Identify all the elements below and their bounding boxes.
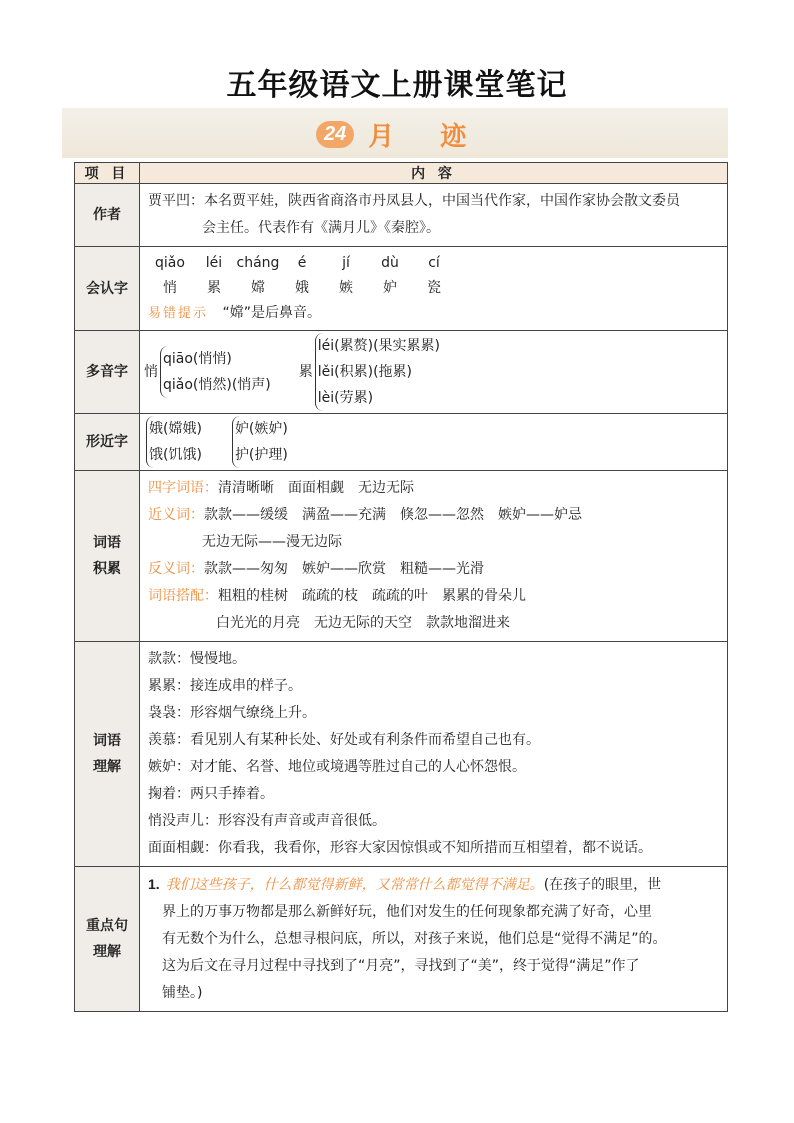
meaning-item: 面面相觑：你看我，我看你，形容大家因惊惧或不知所措而互相望着，都不说话。 [148,840,652,856]
hint-label: 易错提示 [148,306,209,321]
label-line: 理解 [93,944,121,960]
char: 娥 [295,280,309,296]
polyphone-char: 悄 [144,364,158,380]
author-line: 会主任。代表作有《满月儿》《秦腔》。 [202,220,440,236]
meaning-item: 袅袅：形容烟气缭绕上升。 [148,705,316,721]
meaning-item: 嫉妒：对才能、名誉、地位或境遇等胜过自己的人心怀怨恨。 [148,759,526,775]
brace-icon [232,416,288,468]
label-meaning [75,642,140,867]
brace-icon [315,333,440,411]
content-recognize [140,247,728,331]
row-recognize [75,247,728,331]
row-sentence [75,867,728,1012]
meaning-item: 款款：慢慢地。 [148,651,246,667]
row-vocab [75,471,728,642]
similar-char: 妒(嫉妒) [234,421,288,437]
label-author: 作者 [75,184,140,247]
polyphone-char: 累 [298,364,313,380]
label-line: 积累 [93,561,121,577]
content-meaning [140,642,728,867]
brace-icon [160,346,271,398]
pinyin-row [148,251,721,276]
vocab-line: 白光光的月亮 无边无际的天空 款款地溜进来 [216,615,510,631]
content-sentence [140,867,728,1012]
vocab-text: 清清晰晰 面面相觑 无边无际 [218,480,414,496]
meaning-item: 掬着：两只手捧着。 [148,786,274,802]
sentence-line: 有无数个为什么，总想寻根问底，所以，对孩子来说，他们总是“觉得不满足”的。 [162,931,667,947]
char: 悄 [163,280,177,296]
notes-table [74,162,728,1012]
meaning-item: 悄没声儿：形容没有声音或声音很低。 [148,813,386,829]
meaning-item: 羡慕：看见别人有某种长处、好处或有利条件而希望自己也有。 [148,732,540,748]
sentence-line: 铺垫。) [162,985,203,1001]
content-polyphone [140,331,728,414]
reading: qiǎo(悄然)(悄声) [163,377,271,393]
hint-text: “嫦”是后鼻音。 [222,305,321,321]
label-vocab [75,471,140,642]
vocab-line [148,583,721,610]
key-sentence: 我们这些孩子，什么都觉得新鲜，又常常什么都觉得不满足。 [165,877,544,893]
char: 累 [207,280,221,296]
pinyin: jí [342,255,350,271]
pinyin: é [297,255,307,271]
sentence-line: 界上的万事万物都是那么新鲜好玩，他们对发生的任何现象都充满了好奇，心里 [162,904,652,920]
row-polyphone [75,331,728,414]
label-line: 词语 [93,535,121,551]
label-recognize: 会认字 [75,247,140,331]
label-line: 理解 [93,759,121,775]
similar-groups [144,416,721,468]
lesson-title: 月迹 [368,122,513,152]
pinyin: cí [428,255,440,271]
char: 嫉 [339,280,353,296]
vocab-line [148,475,721,502]
label-line: 重点句 [86,918,128,934]
sentence-text: (在孩子的眼里，世 [543,877,662,893]
content-similar [140,414,728,471]
pinyin: léi [205,255,223,271]
row-similar [75,414,728,471]
reading: lèi(劳累) [317,390,374,406]
sentence-line [148,871,721,899]
author-line: 贾平凹：本名贾平娃，陕西省商洛市丹凤县人，中国当代作家，中国作家协会散文委员 [148,193,680,209]
hint-row [148,301,721,326]
vocab-tag: 词语搭配： [148,588,218,604]
label-sentence [75,867,140,1012]
row-author [75,184,728,247]
content-vocab [140,471,728,642]
vocab-tag: 四字词语： [148,480,218,496]
similar-char: 护(护理) [234,447,288,463]
content-author [140,184,728,247]
vocab-line [148,556,721,583]
vocab-line [148,502,721,529]
similar-char: 娥(嫦娥) [149,421,202,437]
header-content: 内 容 [140,163,728,184]
vocab-tag: 近义词： [148,507,204,523]
table-header-row [75,163,728,184]
label-line: 词语 [93,733,121,749]
lesson-number-badge: 24 [316,121,354,148]
reading: léi(累赘)(果实累累) [317,338,441,354]
header-item: 项 目 [75,163,140,184]
sentence-line: 这为后文在寻月过程中寻找到了“月亮”，寻找到了“美”，终于觉得“满足”作了 [162,958,640,974]
brace-icon [146,416,202,468]
char: 妒 [383,280,397,296]
char: 瓷 [427,280,441,296]
reading: qiāo(悄悄) [163,351,232,367]
vocab-text: 款款——匆匆 嫉妒——欣赏 粗糙——光滑 [204,561,484,577]
label-similar: 形近字 [75,414,140,471]
vocab-text: 粗粗的桂树 疏疏的枝 疏疏的叶 累累的骨朵儿 [218,588,526,604]
vocab-line: 无边无际——漫无边际 [202,534,342,550]
vocab-text: 款款——缓缓 满盈——充满 倏忽——忽然 嫉妒——妒忌 [204,507,582,523]
label-polyphone: 多音字 [75,331,140,414]
lesson-header [316,116,512,153]
pinyin: dù [381,255,399,271]
sentence-number: 1. [148,876,160,892]
similar-char: 饿(饥饿) [149,447,202,463]
char: 嫦 [251,280,265,296]
char-row [148,276,721,301]
pinyin: qiǎo [155,255,185,271]
page-title: 五年级语文上册课堂笔记 [226,68,568,103]
vocab-tag: 反义词： [148,561,204,577]
reading: lěi(积累)(拖累) [317,364,413,380]
meaning-item: 累累：接连成串的样子。 [148,678,302,694]
row-meaning [75,642,728,867]
pinyin: cháng [236,255,280,271]
polyphone-groups [144,333,721,411]
